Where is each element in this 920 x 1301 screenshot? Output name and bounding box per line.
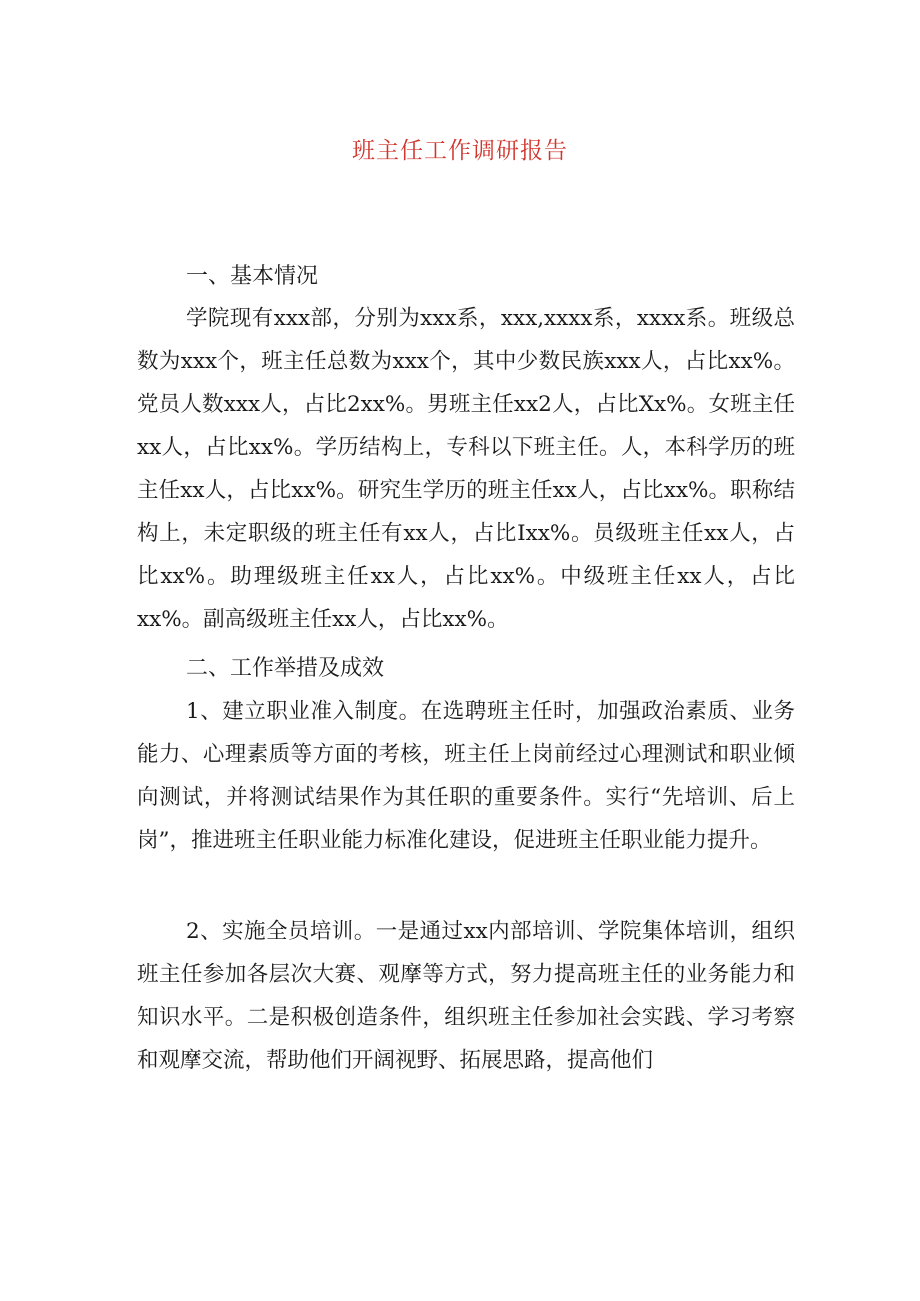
paragraph-measure-2: 2、实施全员培训。一是通过xx内部培训、学院集体培训，组织班主任参加各层次大赛、观摩等方式，努力提高班主任的业务能力和知识水平。二是积极创造条件，组织班主任参加社会实践、学习考察和观摩交流，帮助他们开阔视野、拓展思路，提高他们 — [137, 919, 795, 1073]
paragraph-basic-situation: 学院现有xxx部，分别为xxx系，xxx,xxxx系，xxxx系。班级总数为xxx个，班主任总数为xxx个，其中少数民族xxx人，占比xx%。党员人数xxx人，占比2xx%。男班主任xx2人，占比Xx%。女班主任xx人，占比xx%。学历结构上，专科以下班主任。人，本科学历的班主任xx人，占比xx%。研究生学历的班主任xx人，占比xx%。职称结构上，未定职级的班主任有xx人，占比Ixx%。员级班主任xx人，占比xx%。助理级班主任xx人，占比xx%。中级班主任xx人，占比xx%。副高级班主任xx人，占比xx%。 — [137, 306, 795, 632]
paragraph-measure-1: 1、建立职业准入制度。在选聘班主任时，加强政治素质、业务能力、心理素质等方面的考核，班主任上岗前经过心理测试和职业倾向测试，并将测试结果作为其任职的重要条件。实行“先培训、后上岗”，推进班主任职业能力标准化建设，促进班主任职业能力提升。 — [137, 699, 795, 853]
document-title: 班主任工作调研报告 — [352, 138, 568, 164]
section-heading-measures: 二、工作举措及成效 — [186, 656, 385, 681]
section-heading-basic-situation: 一、基本情况 — [186, 264, 319, 289]
